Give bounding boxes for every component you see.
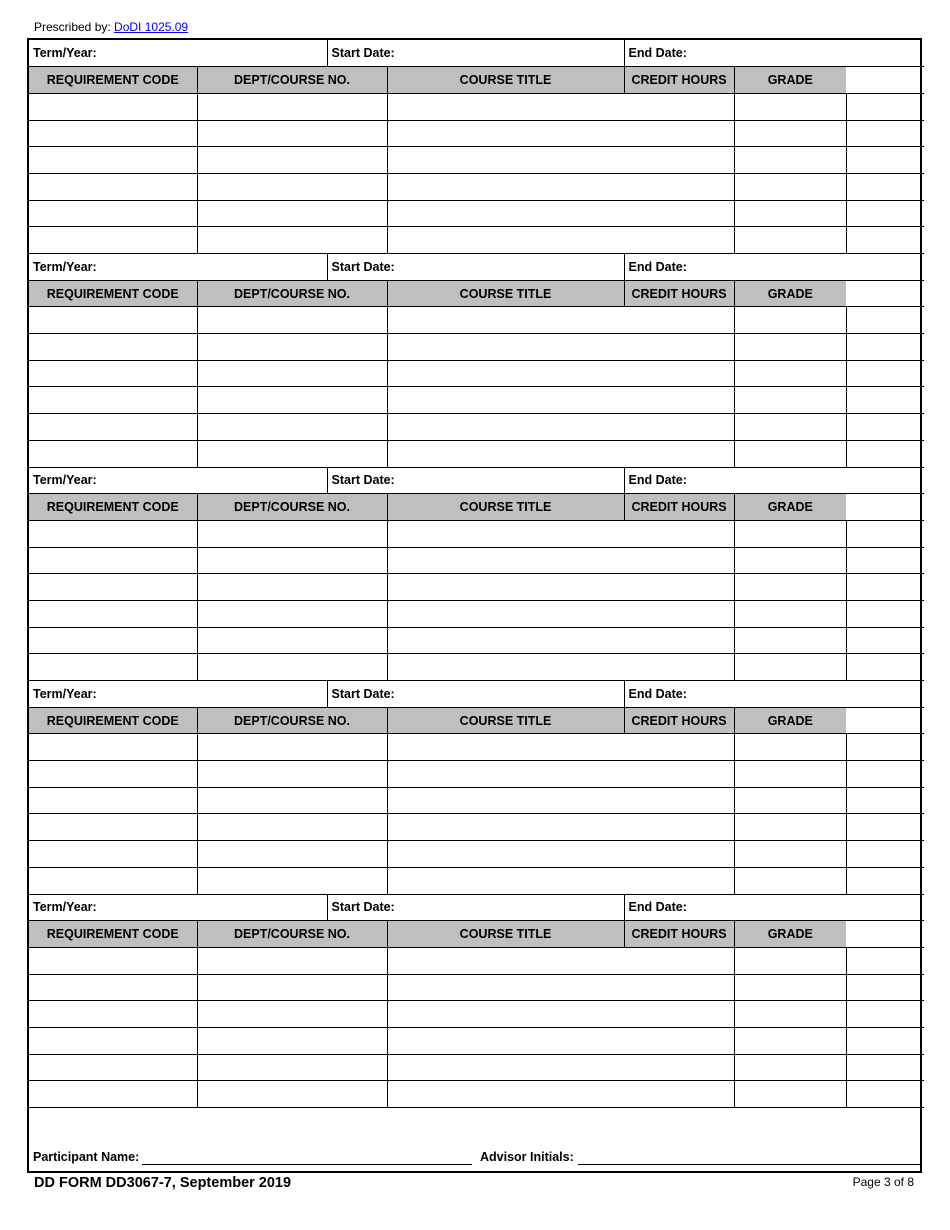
start-date-label: Start Date: (331, 46, 395, 61)
credit-hours-cell[interactable] (734, 520, 846, 547)
participant-name-field[interactable] (142, 1164, 472, 1165)
table-row (29, 841, 924, 868)
credit-hours-cell[interactable] (734, 1081, 846, 1108)
dept-course-no-cell[interactable] (197, 734, 387, 761)
grade-cell[interactable] (846, 574, 924, 601)
credit-hours-cell[interactable] (734, 360, 846, 387)
table-row (29, 360, 924, 387)
credit-hours-cell[interactable] (734, 387, 846, 414)
column-header-row (29, 280, 924, 307)
requirement-code-cell[interactable] (29, 440, 197, 467)
requirement-code-cell[interactable] (29, 814, 197, 841)
form-number: DD FORM DD3067-7, September 2019 (34, 1175, 292, 1191)
requirement-code-cell[interactable] (29, 360, 197, 387)
dept-course-no-cell[interactable] (197, 1027, 387, 1054)
dept-course-no-cell[interactable] (197, 1054, 387, 1081)
requirement-code-cell[interactable] (29, 387, 197, 414)
term-year-label: Term/Year: (33, 259, 97, 274)
requirement-code-cell[interactable] (29, 414, 197, 441)
requirement-code-cell[interactable] (29, 200, 197, 227)
course-title-cell[interactable] (387, 1027, 734, 1054)
course-title-cell[interactable] (387, 867, 734, 894)
end-date-label: End Date: (628, 473, 687, 488)
header-credit-hours: CREDIT HOURS (624, 280, 734, 307)
course-title-cell[interactable] (387, 93, 734, 120)
header-requirement-code: REQUIREMENT CODE (29, 707, 197, 734)
dept-course-no-cell[interactable] (197, 173, 387, 200)
table-row (29, 814, 924, 841)
grade-cell[interactable] (846, 761, 924, 788)
credit-hours-cell[interactable] (734, 600, 846, 627)
course-title-cell[interactable] (387, 761, 734, 788)
table-row (29, 387, 924, 414)
table-row (29, 547, 924, 574)
requirement-code-cell[interactable] (29, 627, 197, 654)
term-year-label: Term/Year: (33, 900, 97, 915)
course-title-cell[interactable] (387, 600, 734, 627)
table-row (29, 787, 924, 814)
course-title-cell[interactable] (387, 627, 734, 654)
header-course-title: COURSE TITLE (387, 67, 624, 94)
grade-cell[interactable] (846, 520, 924, 547)
table-row (29, 627, 924, 654)
table-row (29, 600, 924, 627)
credit-hours-cell[interactable] (734, 440, 846, 467)
grade-cell[interactable] (846, 734, 924, 761)
grade-cell[interactable] (846, 1054, 924, 1081)
grade-cell[interactable] (846, 867, 924, 894)
table-row (29, 734, 924, 761)
term-row (29, 467, 924, 494)
table-row (29, 1081, 924, 1108)
grade-cell[interactable] (846, 1001, 924, 1028)
term-row (29, 894, 924, 921)
dept-course-no-cell[interactable] (197, 600, 387, 627)
credit-hours-cell[interactable] (734, 947, 846, 974)
start-date-label: Start Date: (331, 259, 395, 274)
course-title-cell[interactable] (387, 654, 734, 681)
start-date-label: Start Date: (331, 900, 395, 915)
dept-course-no-cell[interactable] (197, 814, 387, 841)
credit-hours-cell[interactable] (734, 93, 846, 120)
dept-course-no-cell[interactable] (197, 947, 387, 974)
header-grade: GRADE (734, 280, 846, 307)
course-title-cell[interactable] (387, 841, 734, 868)
course-title-cell[interactable] (387, 734, 734, 761)
header-dept-course-no: DEPT/COURSE NO. (197, 707, 387, 734)
advisor-initials-label: Advisor Initials: (480, 1150, 574, 1164)
prescribed-by (34, 20, 188, 34)
requirement-code-cell[interactable] (29, 974, 197, 1001)
dept-course-no-cell[interactable] (197, 867, 387, 894)
start-date-label: Start Date: (331, 473, 395, 488)
page-number: Page 3 of 8 (852, 1175, 914, 1189)
end-date-field[interactable] (624, 40, 924, 67)
grade-cell[interactable] (846, 307, 924, 334)
requirement-code-cell[interactable] (29, 120, 197, 147)
term-year-label: Term/Year: (33, 686, 97, 701)
dept-course-no-cell[interactable] (197, 520, 387, 547)
table-row (29, 867, 924, 894)
header-grade: GRADE (734, 921, 846, 948)
grade-cell[interactable] (846, 147, 924, 174)
grade-cell[interactable] (846, 414, 924, 441)
credit-hours-cell[interactable] (734, 120, 846, 147)
table-row (29, 1027, 924, 1054)
end-date-field[interactable] (624, 467, 924, 494)
header-grade: GRADE (734, 67, 846, 94)
credit-hours-cell[interactable] (734, 814, 846, 841)
end-date-field[interactable] (624, 894, 924, 921)
dept-course-no-cell[interactable] (197, 360, 387, 387)
dept-course-no-cell[interactable] (197, 787, 387, 814)
grade-cell[interactable] (846, 1027, 924, 1054)
column-header-row (29, 494, 924, 521)
dept-course-no-cell[interactable] (197, 627, 387, 654)
start-date-field[interactable] (327, 681, 624, 708)
grade-cell[interactable] (846, 440, 924, 467)
grade-cell[interactable] (846, 841, 924, 868)
header-requirement-code: REQUIREMENT CODE (29, 280, 197, 307)
course-title-cell[interactable] (387, 814, 734, 841)
term-row (29, 254, 924, 281)
dept-course-no-cell[interactable] (197, 1001, 387, 1028)
credit-hours-cell[interactable] (734, 147, 846, 174)
dept-course-no-cell[interactable] (197, 387, 387, 414)
course-title-cell[interactable] (387, 787, 734, 814)
header-course-title: COURSE TITLE (387, 494, 624, 521)
table-row (29, 947, 924, 974)
table-row (29, 1054, 924, 1081)
credit-hours-cell[interactable] (734, 627, 846, 654)
grade-cell[interactable] (846, 654, 924, 681)
dept-course-no-cell[interactable] (197, 307, 387, 334)
start-date-field[interactable] (327, 894, 624, 921)
grade-cell[interactable] (846, 787, 924, 814)
table-row (29, 574, 924, 601)
credit-hours-cell[interactable] (734, 414, 846, 441)
course-title-cell[interactable] (387, 414, 734, 441)
table-row (29, 414, 924, 441)
course-title-cell[interactable] (387, 1054, 734, 1081)
end-date-field[interactable] (624, 254, 924, 281)
header-requirement-code: REQUIREMENT CODE (29, 494, 197, 521)
header-course-title: COURSE TITLE (387, 707, 624, 734)
requirement-code-cell[interactable] (29, 841, 197, 868)
course-title-cell[interactable] (387, 227, 734, 254)
dept-course-no-cell[interactable] (197, 574, 387, 601)
requirement-code-cell[interactable] (29, 761, 197, 788)
grade-cell[interactable] (846, 1081, 924, 1108)
grade-cell[interactable] (846, 947, 924, 974)
term-year-field[interactable] (29, 254, 327, 281)
header-dept-course-no: DEPT/COURSE NO. (197, 67, 387, 94)
course-title-cell[interactable] (387, 1001, 734, 1028)
start-date-field[interactable] (327, 467, 624, 494)
credit-hours-cell[interactable] (734, 1054, 846, 1081)
credit-hours-cell[interactable] (734, 1027, 846, 1054)
header-grade: GRADE (734, 494, 846, 521)
dept-course-no-cell[interactable] (197, 147, 387, 174)
table-row (29, 761, 924, 788)
requirement-code-cell[interactable] (29, 1081, 197, 1108)
course-title-cell[interactable] (387, 200, 734, 227)
requirement-code-cell[interactable] (29, 600, 197, 627)
header-dept-course-no: DEPT/COURSE NO. (197, 921, 387, 948)
advisor-initials-field[interactable] (578, 1164, 921, 1165)
table-row (29, 974, 924, 1001)
course-title-cell[interactable] (387, 974, 734, 1001)
requirement-code-cell[interactable] (29, 93, 197, 120)
header-course-title: COURSE TITLE (387, 280, 624, 307)
course-title-cell[interactable] (387, 307, 734, 334)
dept-course-no-cell[interactable] (197, 200, 387, 227)
credit-hours-cell[interactable] (734, 734, 846, 761)
header-dept-course-no: DEPT/COURSE NO. (197, 280, 387, 307)
grade-cell[interactable] (846, 387, 924, 414)
table-row (29, 440, 924, 467)
dept-course-no-cell[interactable] (197, 334, 387, 361)
requirement-code-cell[interactable] (29, 1054, 197, 1081)
dodi-link[interactable]: DoDI 1025.09 (114, 20, 189, 34)
grade-cell[interactable] (846, 600, 924, 627)
term-year-field[interactable] (29, 681, 327, 708)
requirement-code-cell[interactable] (29, 334, 197, 361)
grade-cell[interactable] (846, 120, 924, 147)
term-year-label: Term/Year: (33, 46, 97, 61)
requirement-code-cell[interactable] (29, 787, 197, 814)
end-date-label: End Date: (628, 686, 687, 701)
table-row (29, 173, 924, 200)
requirement-code-cell[interactable] (29, 173, 197, 200)
end-date-label: End Date: (628, 900, 687, 915)
table-row (29, 93, 924, 120)
term-year-field[interactable] (29, 40, 327, 67)
end-date-field[interactable] (624, 681, 924, 708)
table-row (29, 520, 924, 547)
credit-hours-cell[interactable] (734, 761, 846, 788)
dept-course-no-cell[interactable] (197, 1081, 387, 1108)
dept-course-no-cell[interactable] (197, 414, 387, 441)
table-row (29, 227, 924, 254)
table-row (29, 654, 924, 681)
table-row (29, 1001, 924, 1028)
credit-hours-cell[interactable] (734, 173, 846, 200)
requirement-code-cell[interactable] (29, 520, 197, 547)
course-title-cell[interactable] (387, 147, 734, 174)
course-title-cell[interactable] (387, 360, 734, 387)
course-record-form (27, 38, 922, 1173)
course-title-cell[interactable] (387, 173, 734, 200)
start-date-label: Start Date: (331, 686, 395, 701)
end-date-label: End Date: (628, 259, 687, 274)
dept-course-no-cell[interactable] (197, 93, 387, 120)
requirement-code-cell[interactable] (29, 654, 197, 681)
requirement-code-cell[interactable] (29, 307, 197, 334)
participant-name-label: Participant Name: (33, 1150, 140, 1164)
dept-course-no-cell[interactable] (197, 547, 387, 574)
course-title-cell[interactable] (387, 520, 734, 547)
credit-hours-cell[interactable] (734, 974, 846, 1001)
requirement-code-cell[interactable] (29, 867, 197, 894)
credit-hours-cell[interactable] (734, 200, 846, 227)
credit-hours-cell[interactable] (734, 574, 846, 601)
header-grade: GRADE (734, 707, 846, 734)
term-year-field[interactable] (29, 894, 327, 921)
header-credit-hours: CREDIT HOURS (624, 921, 734, 948)
table-row (29, 200, 924, 227)
requirement-code-cell[interactable] (29, 574, 197, 601)
requirement-code-cell[interactable] (29, 227, 197, 254)
course-title-cell[interactable] (387, 334, 734, 361)
grade-cell[interactable] (846, 173, 924, 200)
grade-cell[interactable] (846, 93, 924, 120)
end-date-label: End Date: (628, 46, 687, 61)
dept-course-no-cell[interactable] (197, 841, 387, 868)
dept-course-no-cell[interactable] (197, 227, 387, 254)
column-header-row (29, 67, 924, 94)
course-title-cell[interactable] (387, 120, 734, 147)
header-course-title: COURSE TITLE (387, 921, 624, 948)
grade-cell[interactable] (846, 200, 924, 227)
dept-course-no-cell[interactable] (197, 654, 387, 681)
dept-course-no-cell[interactable] (197, 120, 387, 147)
course-table (29, 40, 924, 1108)
grade-cell[interactable] (846, 814, 924, 841)
course-title-cell[interactable] (387, 387, 734, 414)
grade-cell[interactable] (846, 334, 924, 361)
term-row (29, 40, 924, 67)
credit-hours-cell[interactable] (734, 307, 846, 334)
requirement-code-cell[interactable] (29, 734, 197, 761)
credit-hours-cell[interactable] (734, 227, 846, 254)
credit-hours-cell[interactable] (734, 334, 846, 361)
dept-course-no-cell[interactable] (197, 440, 387, 467)
header-credit-hours: CREDIT HOURS (624, 494, 734, 521)
grade-cell[interactable] (846, 227, 924, 254)
table-row (29, 147, 924, 174)
dept-course-no-cell[interactable] (197, 974, 387, 1001)
grade-cell[interactable] (846, 974, 924, 1001)
header-credit-hours: CREDIT HOURS (624, 707, 734, 734)
table-row (29, 120, 924, 147)
table-row (29, 307, 924, 334)
course-title-cell[interactable] (387, 440, 734, 467)
requirement-code-cell[interactable] (29, 147, 197, 174)
header-requirement-code: REQUIREMENT CODE (29, 921, 197, 948)
credit-hours-cell[interactable] (734, 841, 846, 868)
requirement-code-cell[interactable] (29, 1027, 197, 1054)
credit-hours-cell[interactable] (734, 654, 846, 681)
course-title-cell[interactable] (387, 1081, 734, 1108)
term-year-field[interactable] (29, 467, 327, 494)
credit-hours-cell[interactable] (734, 1001, 846, 1028)
credit-hours-cell[interactable] (734, 867, 846, 894)
dept-course-no-cell[interactable] (197, 761, 387, 788)
start-date-field[interactable] (327, 40, 624, 67)
grade-cell[interactable] (846, 360, 924, 387)
grade-cell[interactable] (846, 627, 924, 654)
signature-row (29, 1145, 920, 1171)
course-title-cell[interactable] (387, 574, 734, 601)
requirement-code-cell[interactable] (29, 547, 197, 574)
grade-cell[interactable] (846, 547, 924, 574)
header-credit-hours: CREDIT HOURS (624, 67, 734, 94)
requirement-code-cell[interactable] (29, 1001, 197, 1028)
column-header-row (29, 921, 924, 948)
header-dept-course-no: DEPT/COURSE NO. (197, 494, 387, 521)
requirement-code-cell[interactable] (29, 947, 197, 974)
term-year-label: Term/Year: (33, 473, 97, 488)
header-requirement-code: REQUIREMENT CODE (29, 67, 197, 94)
start-date-field[interactable] (327, 254, 624, 281)
term-row (29, 681, 924, 708)
credit-hours-cell[interactable] (734, 787, 846, 814)
credit-hours-cell[interactable] (734, 547, 846, 574)
course-title-cell[interactable] (387, 547, 734, 574)
table-row (29, 334, 924, 361)
course-title-cell[interactable] (387, 947, 734, 974)
prescribed-label: Prescribed by: (34, 20, 111, 34)
column-header-row (29, 707, 924, 734)
